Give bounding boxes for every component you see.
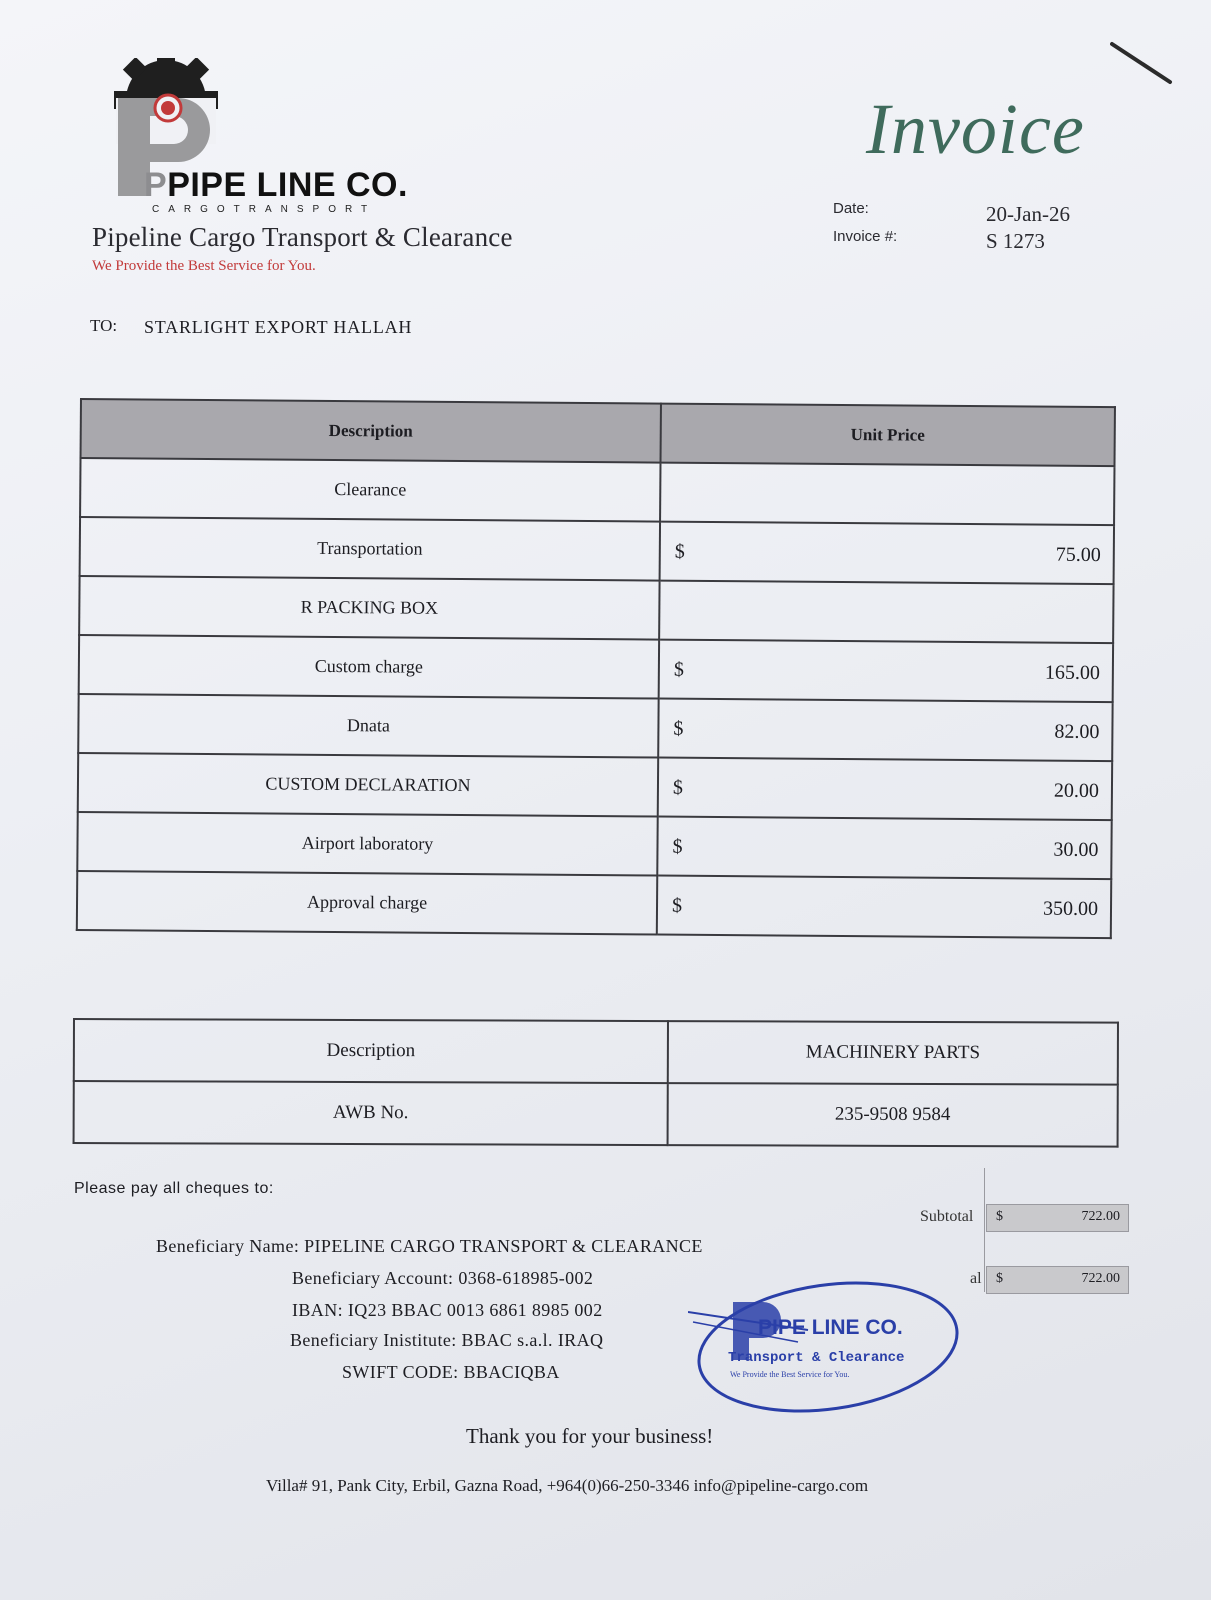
table-row xyxy=(80,458,1114,525)
item-price xyxy=(660,463,1114,526)
item-price xyxy=(659,640,1113,703)
item-description: Transportation xyxy=(80,517,660,581)
stamp-subtitle: Transport & Clearance xyxy=(728,1350,905,1366)
to-label: TO: xyxy=(90,316,118,335)
shipment-info-table xyxy=(73,1018,1119,1148)
item-amount: 20.00 xyxy=(1053,779,1100,803)
info-label: Description xyxy=(74,1019,668,1083)
beneficiary-institute: Beneficiary Inistitute: BBAC s.a.l. IRAQ xyxy=(290,1330,604,1350)
subtotal-label: Subtotal xyxy=(920,1208,974,1225)
date-value: 20-Jan-26 xyxy=(986,202,1070,226)
info-label: AWB No. xyxy=(74,1081,668,1145)
item-amount: 75.00 xyxy=(1055,543,1101,567)
info-value: 235-9508 9584 xyxy=(668,1083,1118,1147)
total-value: 722.00 xyxy=(1081,1271,1120,1286)
pen-mark xyxy=(1110,40,1190,86)
totals-divider xyxy=(984,1168,985,1292)
payment-instructions-label: Please pay all cheques to: xyxy=(74,1180,274,1197)
total-row xyxy=(986,1266,1129,1294)
item-description: R PACKING BOX xyxy=(79,576,659,640)
stamp-seal-icon xyxy=(688,1272,968,1422)
item-amount: 82.00 xyxy=(1054,720,1100,744)
logo-wordmark xyxy=(144,166,408,205)
item-price xyxy=(658,699,1112,762)
table-row xyxy=(77,812,1111,879)
invoice-number-label: Invoice #: xyxy=(833,228,898,245)
item-description: Approval charge xyxy=(77,871,657,935)
date-label: Date: xyxy=(833,200,869,217)
currency-symbol: $ xyxy=(673,658,684,681)
company-tagline: We Provide the Best Service for You. xyxy=(92,258,316,274)
subtotal-row xyxy=(986,1204,1129,1232)
swift-code: SWIFT CODE: BBACIQBA xyxy=(342,1362,560,1382)
table-row xyxy=(74,1081,1118,1147)
item-description: Custom charge xyxy=(79,635,659,699)
currency-symbol: $ xyxy=(671,894,683,917)
item-description: Clearance xyxy=(80,458,660,522)
table-row xyxy=(79,576,1113,643)
stamp-tagline: We Provide the Best Service for You. xyxy=(730,1370,850,1379)
stamp-wordmark: PIPE LINE CO. xyxy=(758,1316,903,1339)
total-label: al xyxy=(970,1270,982,1287)
beneficiary-name: Beneficiary Name: PIPELINE CARGO TRANSPORT & CLEARANCE xyxy=(156,1236,703,1256)
item-amount: 165.00 xyxy=(1044,661,1100,685)
item-amount: 350.00 xyxy=(1042,897,1099,921)
logo-initial: P xyxy=(144,166,168,204)
company-logo xyxy=(108,58,468,228)
info-value: MACHINERY PARTS xyxy=(668,1021,1118,1085)
item-price xyxy=(660,522,1114,585)
item-price xyxy=(659,581,1113,644)
footer-contact: Villa# 91, Pank City, Erbil, Gazna Road, +964(0)66-250-3346 info@pipeline-cargo.com xyxy=(266,1476,869,1495)
item-price xyxy=(657,817,1111,880)
company-stamp xyxy=(688,1272,968,1422)
table-row xyxy=(77,871,1111,938)
to-recipient: STARLIGHT EXPORT HALLAH xyxy=(144,317,413,337)
currency-symbol: $ xyxy=(673,717,684,740)
company-name: Pipeline Cargo Transport & Clearance xyxy=(92,222,513,252)
currency-symbol: $ xyxy=(672,776,684,799)
table-row xyxy=(74,1019,1118,1085)
currency-symbol: $ xyxy=(674,540,685,563)
logo-subline: CARGOTRANSPORT xyxy=(152,204,377,215)
item-price xyxy=(657,876,1111,939)
table-row xyxy=(78,753,1112,820)
item-description: Dnata xyxy=(78,694,658,758)
total-currency: $ xyxy=(996,1271,1003,1286)
subtotal-value: 722.00 xyxy=(1081,1209,1120,1224)
item-amount: 30.00 xyxy=(1053,838,1099,862)
subtotal-currency: $ xyxy=(996,1209,1003,1224)
table-row xyxy=(78,694,1112,761)
thank-you-message: Thank you for your business! xyxy=(466,1424,714,1448)
item-description: CUSTOM DECLARATION xyxy=(78,753,658,817)
logo-wordmark-text: PIPE LINE CO. xyxy=(167,166,408,204)
iban: IBAN: IQ23 BBAC 0013 6861 8985 002 xyxy=(292,1300,603,1320)
currency-symbol: $ xyxy=(672,835,683,858)
item-price xyxy=(658,758,1112,821)
item-description: Airport laboratory xyxy=(77,812,657,876)
invoice-title: Invoice xyxy=(866,89,1085,169)
beneficiary-account: Beneficiary Account: 0368-618985-002 xyxy=(292,1268,594,1288)
items-table xyxy=(76,398,1116,939)
invoice-number-value: S 1273 xyxy=(986,229,1045,253)
header-unit-price: Unit Price xyxy=(661,404,1115,467)
table-row xyxy=(80,517,1114,584)
items-header-row xyxy=(81,399,1115,466)
table-row xyxy=(79,635,1113,702)
header-description: Description xyxy=(81,399,661,463)
